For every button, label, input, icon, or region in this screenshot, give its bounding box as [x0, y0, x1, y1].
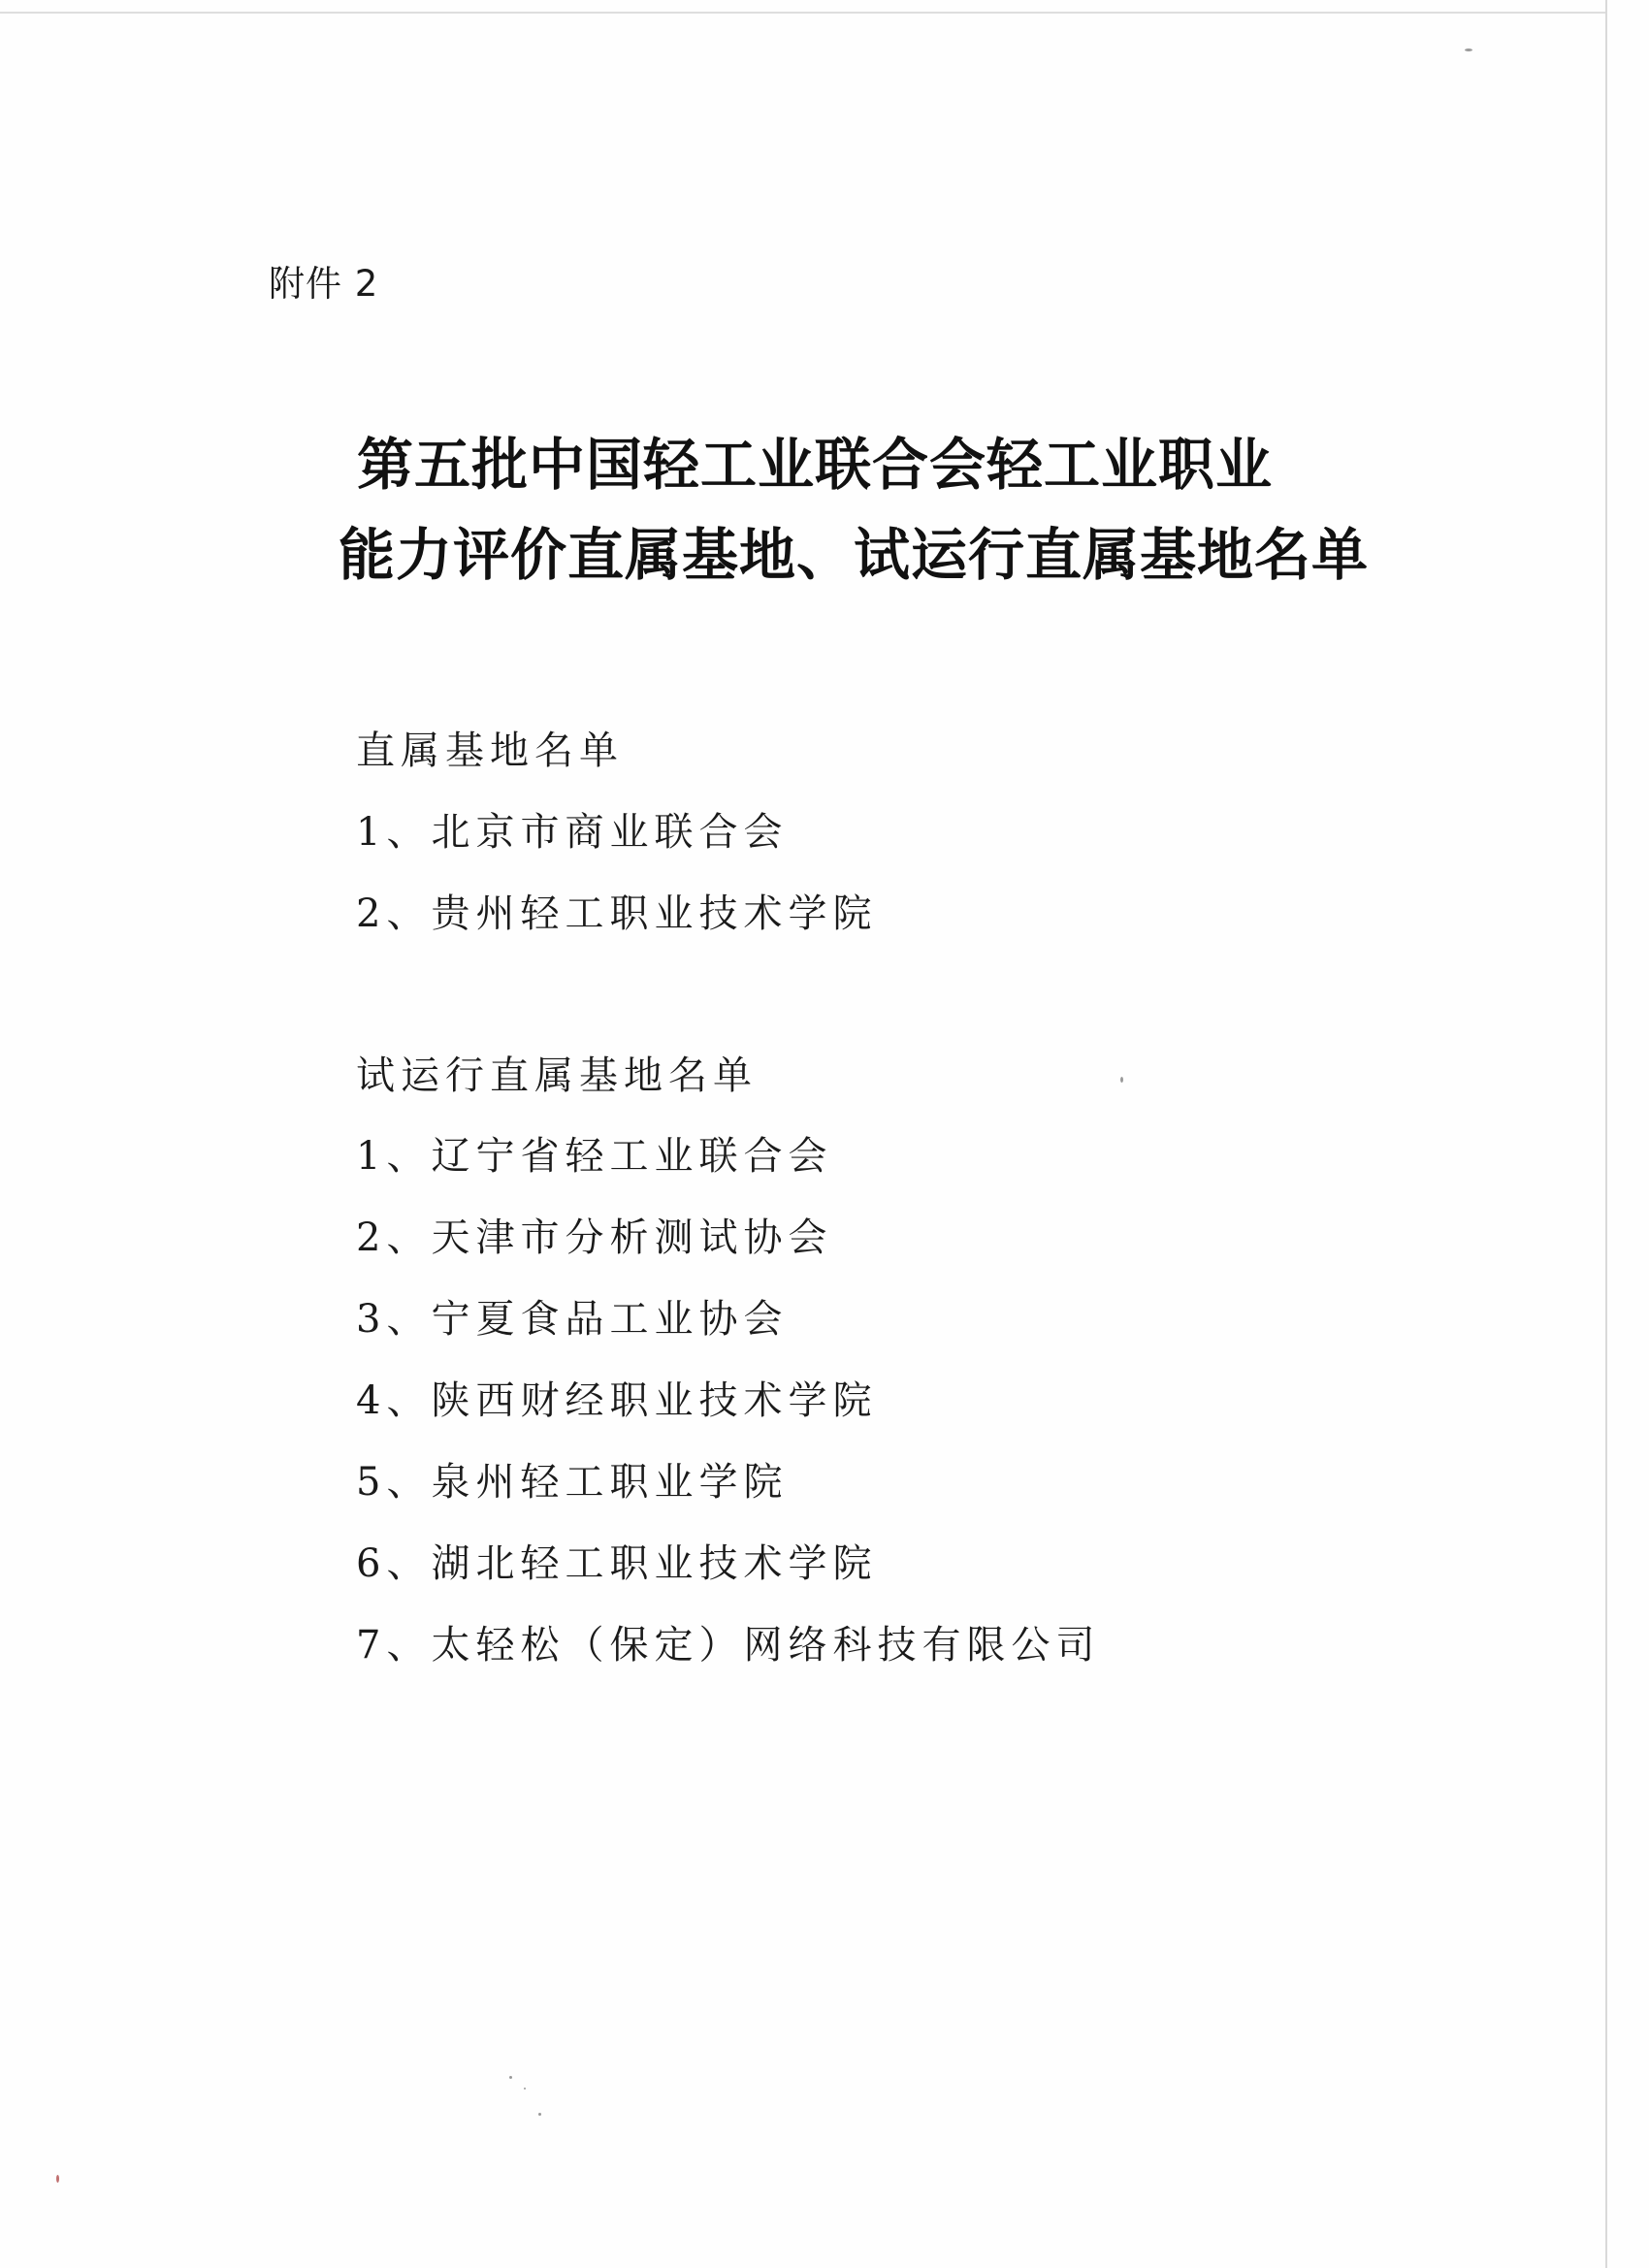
document-title-line-2: 能力评价直属基地、试运行直属基地名单: [338, 522, 1369, 588]
scan-speck: [509, 2076, 512, 2079]
trial-base-item: 4、陕西财经职业技术学院: [356, 1378, 878, 1423]
scan-speck: [56, 2175, 59, 2183]
trial-base-item: 2、天津市分析测试协会: [356, 1215, 833, 1260]
scan-speck: [1465, 49, 1472, 51]
direct-bases-heading: 直属基地名单: [356, 729, 624, 773]
trial-base-item: 7、太轻松（保定）网络科技有限公司: [356, 1623, 1101, 1668]
trial-base-item: 5、泉州轻工职业学院: [356, 1460, 789, 1505]
attachment-label: 附件 2: [269, 263, 379, 305]
scan-speck: [524, 2088, 526, 2090]
direct-base-item: 2、贵州轻工职业技术学院: [356, 891, 878, 936]
trial-bases-heading: 试运行直属基地名单: [356, 1053, 758, 1098]
scan-right-edge: [1605, 0, 1607, 2268]
trial-base-item: 3、宁夏食品工业协会: [356, 1297, 789, 1342]
scan-speck: [538, 2113, 541, 2116]
trial-base-item: 1、辽宁省轻工业联合会: [356, 1134, 833, 1179]
trial-base-item: 6、湖北轻工职业技术学院: [356, 1541, 878, 1586]
scan-speck: [1120, 1077, 1123, 1083]
scan-top-edge: [0, 12, 1605, 14]
direct-base-item: 1、北京市商业联合会: [356, 810, 789, 855]
document-title-line-1: 第五批中国轻工业联合会轻工业职业: [356, 432, 1273, 498]
